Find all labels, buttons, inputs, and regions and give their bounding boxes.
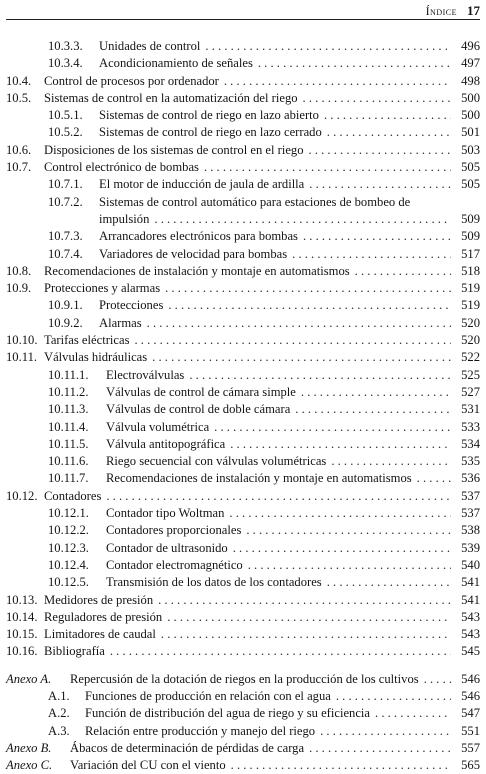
toc-entry-title: Recomendaciones de instalación y montaje en automatismos: [44, 263, 350, 278]
toc-entry: [0, 194, 486, 211]
toc-entry: [0, 38, 486, 55]
dot-leader: [327, 124, 451, 141]
toc-entry-page: 501: [461, 125, 480, 140]
toc-entry-title: Sistemas de control de riego en lazo cerrado: [99, 125, 322, 140]
toc-entry: [0, 315, 486, 332]
toc-entry-number: 10.5.1.: [48, 108, 83, 123]
toc-entry-title: Control electrónico de bombas: [44, 160, 199, 175]
toc-entry-number: A.1.: [48, 688, 70, 703]
toc-entry-number: 10.11.2.: [48, 384, 89, 399]
toc-entry-number: 10.4.: [6, 73, 32, 88]
dot-leader: [161, 626, 451, 643]
toc-entry: [0, 488, 486, 505]
toc-entry: [0, 688, 486, 705]
dot-leader: [110, 643, 451, 660]
toc-entry-page: 565: [461, 758, 480, 773]
toc-entry-number: 10.9.1.: [48, 298, 83, 313]
toc-entry-title: Contador de ultrasonido: [106, 540, 228, 555]
toc-entry-title: Variadores de velocidad para bombas: [99, 246, 288, 261]
toc-entry-line: [70, 671, 480, 688]
toc-entry-number: 10.9.: [6, 281, 32, 296]
toc-entry: [0, 297, 486, 314]
toc-entry-number: Anexo C.: [6, 758, 53, 773]
toc-entry-line: [44, 349, 480, 366]
toc-entry-number: 10.13.: [6, 592, 38, 607]
dot-leader: [309, 176, 451, 193]
toc-entry-title: Sistemas de control en la automatización del riego: [44, 90, 298, 105]
toc-entry-page: 546: [461, 671, 480, 686]
toc-entry-title: Relación entre producción y manejo del riego: [85, 723, 316, 738]
dot-leader: [231, 757, 451, 774]
dot-leader: [324, 107, 451, 124]
toc-entry-page: 537: [461, 488, 480, 503]
toc-entry-page: 520: [461, 315, 480, 330]
toc-entry-number: Anexo B.: [6, 740, 52, 755]
toc-entry-page: 505: [461, 177, 480, 192]
toc-entry-number: 10.15.: [6, 627, 38, 642]
toc-entry-line: [70, 757, 480, 774]
toc-entry-number: 10.5.2.: [48, 125, 83, 140]
toc-entry-page: 539: [461, 540, 480, 555]
toc-entry-title: Medidores de presión: [44, 592, 154, 607]
toc-entry-title: Contadores: [44, 488, 102, 503]
toc-entry-line: [44, 488, 480, 505]
running-head: Índice: [425, 4, 457, 18]
toc-entry-number: 10.14.: [6, 609, 38, 624]
toc-entry-page: 527: [461, 384, 480, 399]
toc-entry-title: Válvulas hidráulicas: [44, 350, 148, 365]
toc-entry-number: 10.12.5.: [48, 575, 89, 590]
toc-entry: [0, 757, 486, 774]
toc-entry-line: [44, 263, 480, 280]
toc-entry-number: 10.16.: [6, 644, 38, 659]
toc-entry-title-continued: impulsión: [99, 211, 150, 226]
toc-entry-line: [44, 609, 480, 626]
dot-leader: [134, 332, 451, 349]
toc-entry: [0, 401, 486, 418]
toc-entry-page: 543: [461, 627, 480, 642]
toc-entry: [0, 176, 486, 193]
toc-entry-page: 500: [461, 108, 480, 123]
toc-entry-line: [106, 540, 480, 557]
toc-entry-page: 509: [461, 229, 480, 244]
toc-entry-page: 500: [461, 90, 480, 105]
dot-leader: [258, 55, 451, 72]
toc-entry-line: [106, 470, 480, 487]
toc-entry: [0, 107, 486, 124]
dot-leader: [375, 705, 451, 722]
toc-entry: [0, 263, 486, 280]
toc-entry: [0, 73, 486, 90]
toc-entry-line: [44, 643, 480, 660]
toc-entry-page: 522: [461, 350, 480, 365]
dot-leader: [230, 436, 451, 453]
toc-entry-page: 551: [461, 723, 480, 738]
toc-entry: [0, 246, 486, 263]
toc-entry-title: El motor de inducción de jaula de ardilla: [99, 177, 305, 192]
toc-entry: [0, 367, 486, 384]
toc-entry: [0, 522, 486, 539]
toc-entry-title: Protecciones: [99, 298, 164, 313]
toc-entry-page: 535: [461, 454, 480, 469]
toc-entry-title: Función de distribución del agua de riego y su eficiencia: [85, 706, 371, 721]
dot-leader: [248, 557, 451, 574]
toc-entry-page: 538: [461, 523, 480, 538]
toc-entry: [0, 557, 486, 574]
toc-entry-number: 10.12.4.: [48, 557, 89, 572]
toc-entry-line: [106, 436, 480, 453]
dot-leader: [417, 470, 451, 487]
toc-entry-line: [106, 367, 480, 384]
dot-leader: [303, 90, 451, 107]
dot-leader: [309, 740, 451, 757]
toc-entry-line: [106, 505, 480, 522]
toc-entry-page: 546: [461, 688, 480, 703]
toc-entry-page: 519: [461, 281, 480, 296]
dot-leader: [246, 522, 451, 539]
toc-entry-title: Disposiciones de los sistemas de control en el riego: [44, 142, 304, 157]
toc-entry-page: 496: [461, 39, 480, 53]
toc-entry-page: 540: [461, 557, 480, 572]
toc-entry-number: 10.11.5.: [48, 436, 89, 451]
toc-entry-page: 519: [461, 298, 480, 313]
toc-entry-title: Contadores proporcionales: [106, 523, 242, 538]
toc-entry-page: 541: [461, 575, 480, 590]
toc-entry-number: 10.5.: [6, 90, 32, 105]
toc-entry-line: [106, 557, 480, 574]
toc-entry-number: 10.11.3.: [48, 402, 89, 417]
toc-entry-page: 536: [461, 471, 480, 486]
dot-leader: [152, 349, 451, 366]
toc-entry-title: Tarifas eléctricas: [44, 333, 130, 348]
toc-entry: [0, 505, 486, 522]
toc-entry-number: A.3.: [48, 723, 70, 738]
toc-entry-number: 10.10.: [6, 333, 38, 348]
toc-entry-line: [99, 228, 480, 245]
toc-entry-line: [85, 688, 480, 705]
dot-leader: [189, 367, 451, 384]
toc-entry-continuation: [0, 211, 486, 228]
toc-entry: [0, 55, 486, 72]
dot-leader: [205, 38, 451, 55]
toc-entry-line: [99, 297, 480, 314]
toc-entry-line: [106, 522, 480, 539]
toc-entry-line: [44, 626, 480, 643]
toc-entry-line: [99, 211, 480, 228]
toc-entry-title: Sistemas de control de riego en lazo abierto: [99, 108, 319, 123]
dot-leader: [168, 297, 451, 314]
toc-entry-line: [70, 740, 480, 757]
toc-entry-number: 10.11.6.: [48, 454, 89, 469]
toc-entry: [0, 453, 486, 470]
toc-entry-number: 10.9.2.: [48, 315, 83, 330]
toc-entry-title: Transmisión de los datos de los contadores: [106, 575, 322, 590]
toc-entry-title: Control de procesos por ordenador: [44, 73, 219, 88]
toc-entry-number: 10.11.1.: [48, 367, 89, 382]
toc-entry-title: Alarmas: [99, 315, 142, 330]
toc-entry-title: Bibliografía: [44, 644, 105, 659]
dot-leader: [292, 246, 451, 263]
toc-entry-page: 543: [461, 609, 480, 624]
toc-entry: [0, 643, 486, 660]
toc-entry-line: [99, 107, 480, 124]
dot-leader: [301, 384, 451, 401]
toc-entry-page: 537: [461, 506, 480, 521]
dot-leader: [154, 211, 451, 228]
dot-leader: [320, 723, 451, 740]
toc-entry: [0, 574, 486, 591]
dot-leader: [147, 315, 451, 332]
toc-entry-page: 509: [461, 211, 480, 226]
dot-leader: [331, 453, 451, 470]
dot-leader: [309, 142, 451, 159]
dot-leader: [355, 263, 451, 280]
toc-entry-title: Variación del CU con el viento: [70, 758, 226, 773]
toc-entry-number: Anexo A.: [6, 671, 52, 686]
toc-entry-line: [85, 723, 480, 740]
dot-leader: [167, 609, 451, 626]
toc-entry: [0, 384, 486, 401]
dot-leader: [336, 688, 451, 705]
dot-leader: [424, 671, 451, 688]
toc-entry: [0, 90, 486, 107]
toc-entry: [0, 332, 486, 349]
toc-entry-page: 533: [461, 419, 480, 434]
toc-entry-title: Funciones de producción en relación con el agua: [85, 688, 331, 703]
toc-entry-number: 10.7.1.: [48, 177, 83, 192]
toc-entry-title: Recomendaciones de instalación y montaje en automatismos: [106, 471, 412, 486]
toc-entry: [0, 592, 486, 609]
toc-entry-line: [44, 90, 480, 107]
dot-leader: [303, 228, 451, 245]
dot-leader: [165, 280, 451, 297]
toc-entry: [0, 671, 486, 688]
toc-entry-number: 10.12.: [6, 488, 38, 503]
toc-entry-number: 10.11.7.: [48, 471, 89, 486]
dot-leader: [229, 505, 451, 522]
toc-entry-number: 10.6.: [6, 142, 32, 157]
toc-entry-page: 557: [461, 740, 480, 755]
toc-entry-line: [99, 55, 480, 72]
toc-entry-number: 10.7.2.: [48, 194, 83, 209]
toc-entry-title: Válvula antitopográfica: [106, 436, 226, 451]
toc-entry: [0, 540, 486, 557]
toc-entry-page: 503: [461, 142, 480, 157]
dot-leader: [106, 488, 451, 505]
toc-entry-number: 10.7.3.: [48, 229, 83, 244]
toc-entry: [0, 723, 486, 740]
toc-entry: [0, 470, 486, 487]
toc-entry-title: Limitadores de caudal: [44, 627, 156, 642]
toc-entry-page: 505: [461, 160, 480, 175]
toc-entry-title: Contador electromagnético: [106, 557, 243, 572]
toc-entry-line: [44, 592, 480, 609]
toc-entry-line: [106, 453, 480, 470]
toc-entry-line: [99, 124, 480, 141]
toc-entry-title: Acondicionamiento de señales: [99, 56, 253, 71]
toc-entry: [0, 159, 486, 176]
table-of-contents: [0, 38, 486, 774]
toc-entry-title: Ábacos de determinación de pérdidas de carga: [70, 740, 305, 755]
toc-entry-title: Arrancadores electrónicos para bombas: [99, 229, 298, 244]
toc-entry-line: [44, 280, 480, 297]
toc-entry-line: [106, 419, 480, 436]
dot-leader: [204, 159, 451, 176]
toc-entry-title: Unidades de control: [99, 39, 201, 53]
toc-entry-number: A.2.: [48, 706, 70, 721]
toc-entry-title: Válvulas de control de cámara simple: [106, 384, 296, 399]
toc-entry-number: 10.7.4.: [48, 246, 83, 261]
toc-entry-line: [106, 574, 480, 591]
toc-entry-line: [99, 176, 480, 193]
toc-entry-line: [106, 401, 480, 418]
toc-entry-page: 497: [461, 56, 480, 71]
toc-entry-line: [106, 384, 480, 401]
toc-entry-page: 545: [461, 644, 480, 659]
toc-entry: [0, 740, 486, 757]
toc-entry: [0, 349, 486, 366]
page-number: 17: [467, 3, 480, 18]
toc-entry: [0, 419, 486, 436]
dot-leader: [214, 419, 451, 436]
toc-entry-page: 525: [461, 367, 480, 382]
toc-entry-line: [99, 38, 480, 55]
toc-entry-number: 10.12.1.: [48, 506, 89, 521]
toc-entry-title: Repercusión de la dotación de riegos en la producción de los cultivos: [70, 671, 419, 686]
toc-entry: [0, 705, 486, 722]
toc-entry-line: [99, 315, 480, 332]
toc-entry: [0, 609, 486, 626]
toc-entry-number: 10.8.: [6, 263, 32, 278]
toc-entry-title: Contador tipo Woltman: [106, 506, 225, 521]
toc-entry-title: Riego secuencial con válvulas volumétricas: [106, 454, 327, 469]
toc-entry-number: 10.3.4.: [48, 56, 83, 71]
dot-leader: [327, 574, 451, 591]
dot-leader: [158, 592, 451, 609]
toc-entry-title: Electroválvulas: [106, 367, 185, 382]
toc-entry-page: 531: [461, 402, 480, 417]
toc-entry: [0, 124, 486, 141]
toc-entry-page: 517: [461, 246, 480, 261]
toc-entry-page: 547: [461, 706, 480, 721]
toc-entry-number: 10.7.: [6, 160, 32, 175]
toc-entry-page: 498: [461, 73, 480, 88]
dot-leader: [295, 401, 451, 418]
toc-entry: [0, 626, 486, 643]
toc-entry-page: 534: [461, 436, 480, 451]
toc-entry-number: 10.3.3.: [48, 39, 83, 53]
dot-leader: [233, 540, 451, 557]
toc-entry-title: Válvula volumétrica: [106, 419, 210, 434]
toc-entry-title: Válvulas de control de doble cámara: [106, 402, 291, 417]
toc-entry: [0, 436, 486, 453]
toc-entry: [0, 228, 486, 245]
toc-entry-line: [99, 246, 480, 263]
toc-entry-number: 10.11.4.: [48, 419, 89, 434]
toc-entry-number: 10.11.: [6, 350, 38, 365]
toc-entry-line: [85, 705, 480, 722]
toc-entry-line: [44, 142, 480, 159]
toc-entry-title: Reguladores de presión: [44, 609, 163, 624]
toc-entry-line: [44, 73, 480, 90]
toc-entry-title: Sistemas de control automático para estaciones de bombeo de: [99, 194, 411, 209]
toc-entry-page: 520: [461, 333, 480, 348]
toc-entry-title: Protecciones y alarmas: [44, 281, 161, 296]
toc-entry-page: 518: [461, 263, 480, 278]
toc-entry: [0, 280, 486, 297]
toc-entry-line: [44, 159, 480, 176]
toc-entry-number: 10.12.3.: [48, 540, 89, 555]
dot-leader: [224, 73, 451, 90]
toc-entry-number: 10.12.2.: [48, 523, 89, 538]
toc-entry-page: 541: [461, 592, 480, 607]
toc-entry-line: [44, 332, 480, 349]
toc-entry: [0, 142, 486, 159]
page-header: [6, 3, 480, 20]
